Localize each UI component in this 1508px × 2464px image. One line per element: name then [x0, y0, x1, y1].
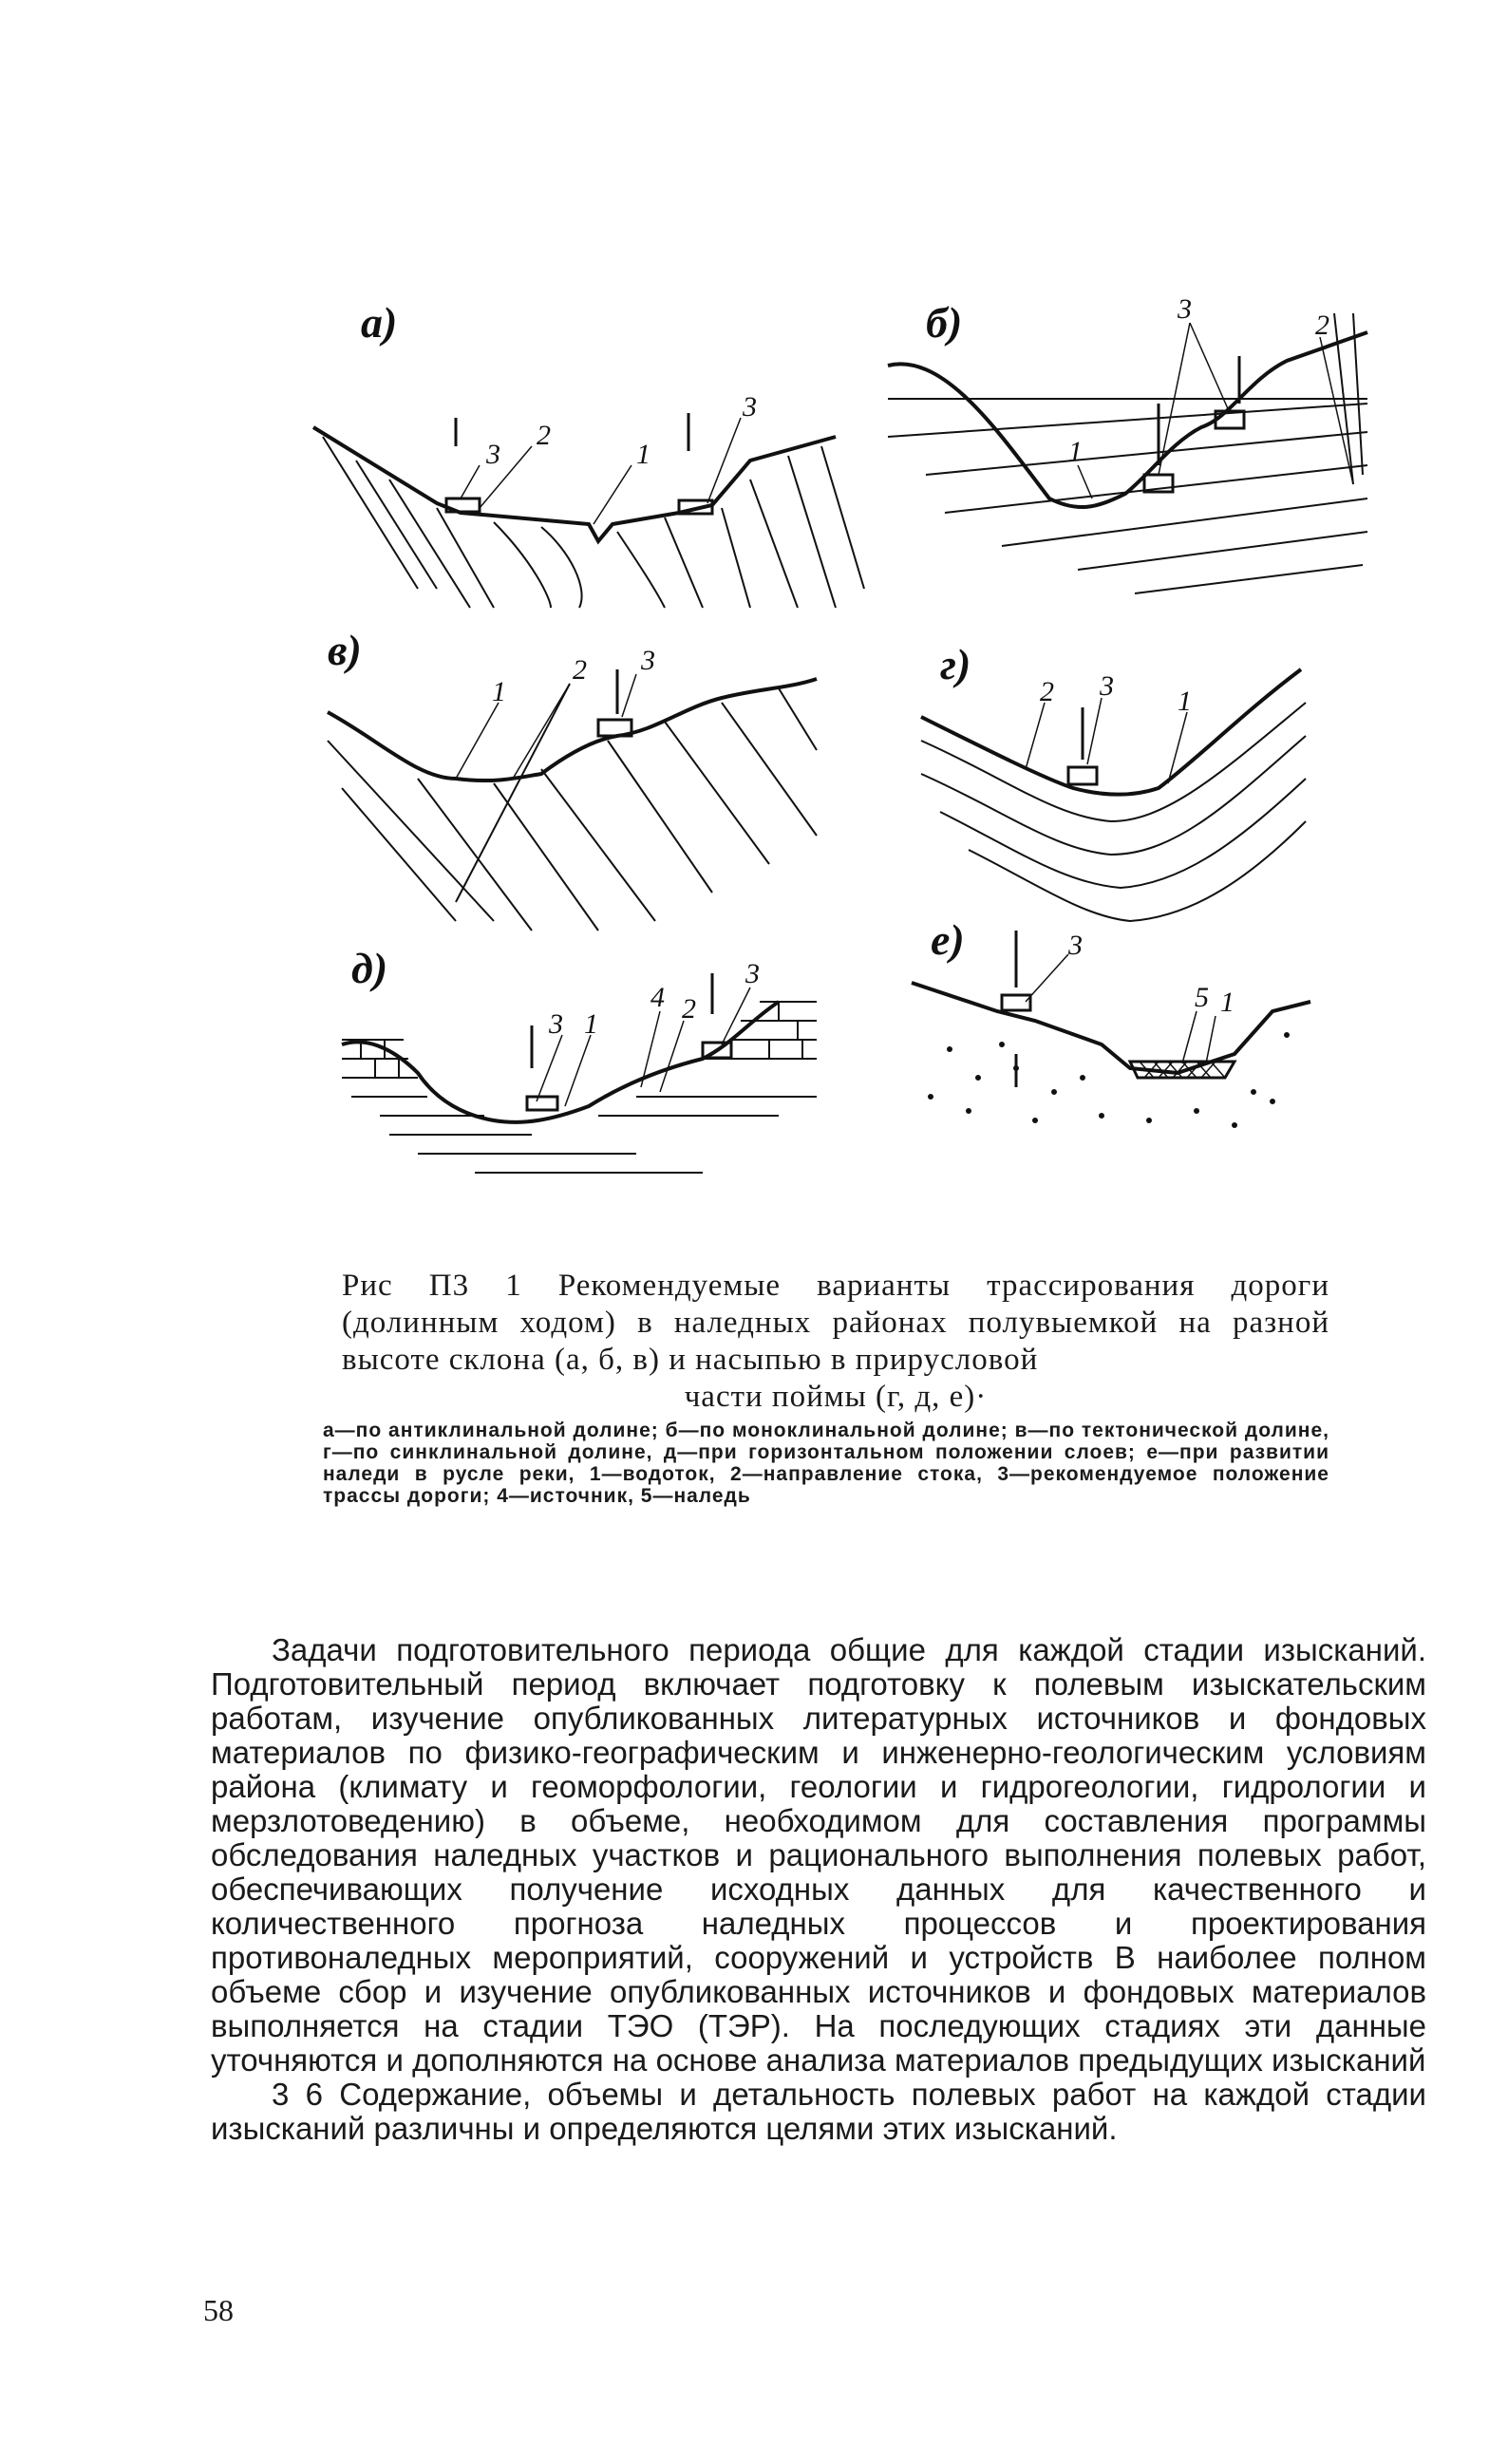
road-embankment-icon	[527, 1097, 557, 1110]
callout-3: 3	[549, 1008, 563, 1040]
callout-2: 2	[1315, 310, 1329, 341]
body-text	[211, 1633, 1426, 2146]
callout-4: 4	[650, 982, 665, 1013]
ground-profile	[328, 679, 817, 781]
figure-panel-v	[323, 627, 836, 940]
paragraph: 3 6 Содержание, объемы и детальность полевых работ на каждой стадии изысканий различны и определяются целями этих изысканий.	[211, 2077, 1426, 2146]
callout-2: 2	[573, 654, 587, 686]
callout-3: 3	[1100, 670, 1114, 702]
page-number: 58	[203, 2293, 234, 2327]
road-embankment-icon	[1002, 995, 1030, 1010]
panel-letter-v: в)	[328, 626, 362, 674]
callout-3: 3	[486, 439, 500, 470]
callout-5: 5	[1195, 982, 1209, 1013]
callout-3: 3	[641, 645, 655, 676]
callout-2: 2	[1040, 676, 1054, 707]
callout-3: 3	[743, 391, 757, 423]
callout-3: 3	[1178, 293, 1192, 325]
ground-profile	[912, 983, 1310, 1073]
figure-panel-a	[304, 298, 874, 617]
callout-3: 3	[1068, 930, 1083, 961]
figure-panel-g	[912, 640, 1320, 931]
figure-panel-e	[912, 912, 1329, 1149]
callout-3: 3	[745, 958, 760, 989]
panel-letter-g: г)	[940, 640, 971, 688]
caption-title-last: части поймы (г, д, е)·	[684, 1380, 988, 1414]
callout-2: 2	[537, 420, 551, 451]
callout-1: 1	[1220, 987, 1235, 1018]
panel-letter-e: е)	[931, 915, 965, 964]
figure-panel-d	[323, 940, 836, 1206]
callout-1: 1	[492, 676, 506, 707]
callout-1: 1	[1068, 436, 1083, 467]
panel-letter-b: б)	[926, 298, 963, 347]
figure-caption-title	[342, 1268, 1329, 1416]
paragraph: Задачи подготовительного периода общие для каждой стадии изысканий. Подготовительный период включает подготовку к полевым изыскательским работам, изучение опубликованных литературных источников и фондовых материалов по физико-географическим и инженерно-геологическим условиям района (климату и геоморфологии, геологии и гидрогеологии, гидрологии и мерзлотоведению) в объеме, необходимом для составления программы обследования наледных участков и рационального выполнения полевых работ, обеспечивающих получение исходных данных для качественного и количественного прогноза наледных процессов и проектирования противоналедных мероприятий, сооружений и устройств В наиболее полном объеме сбор и изучение опубликованных источников и фондовых материалов выполняется на стадии ТЭО (ТЭР). На последующих стадиях эти данные уточняются и дополняются на основе анализа материалов предыдущих изысканий	[211, 1632, 1426, 2078]
caption-title-main: Рис П3 1 Рекомендуемые варианты трассирования дороги (долинным ходом) в наледных районах полувыемкой на разной высоте склона (а, б, в) и насыпью в прирусловой	[342, 1269, 1329, 1377]
callout-2: 2	[682, 993, 696, 1025]
figure-caption-legend: а—по антиклинальной долине; б—по моноклинальной долине; в—по тектонической долине, г—по синклинальной долине, д—при горизонтальном положении слоев; е—при развитии наледи в русле реки, 1—водоток, 2—направление стока, 3—рекомендуемое положение трассы дороги; 4—источник, 5—наледь	[323, 1420, 1329, 1507]
callout-1: 1	[584, 1008, 598, 1040]
panel-letter-a: а)	[361, 298, 398, 347]
panel-letter-d: д)	[351, 944, 388, 992]
callout-1: 1	[1178, 686, 1192, 717]
callout-1: 1	[636, 439, 650, 470]
road-embankment-icon	[1068, 767, 1097, 784]
figure-panel-b	[888, 294, 1382, 608]
